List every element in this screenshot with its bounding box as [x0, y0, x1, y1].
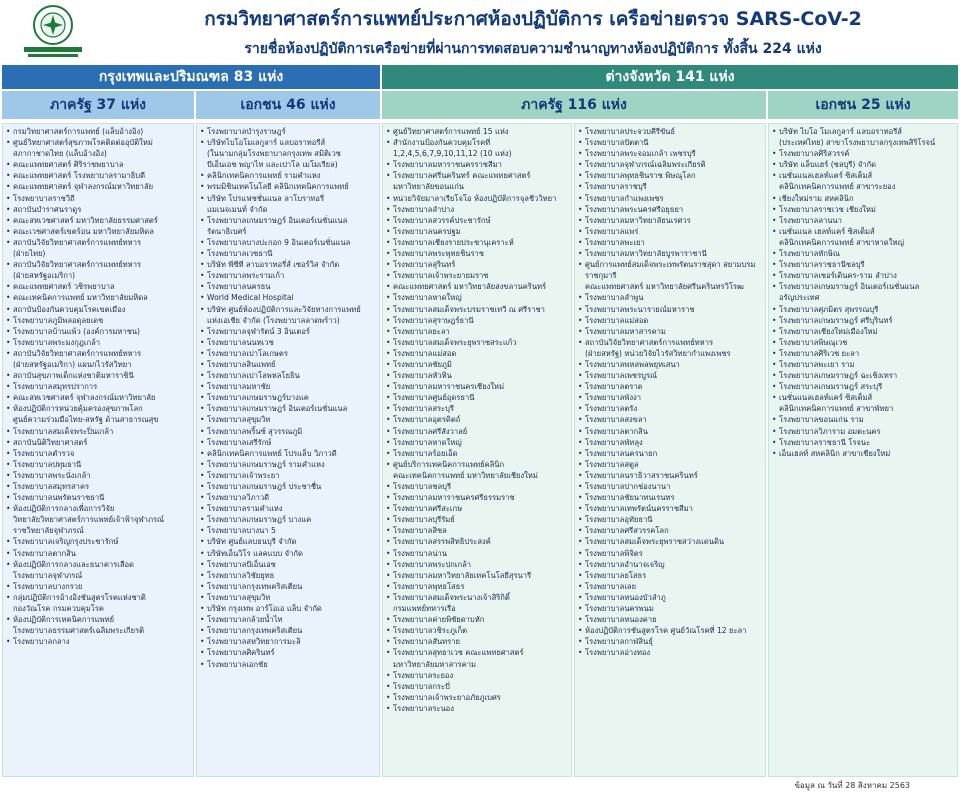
lab-list-item: • โรงพยาบาลพะเยา ราม — [772, 359, 954, 370]
sector-header-private-provinces: เอกชน 25 แห่ง — [768, 91, 958, 119]
lab-list-item: • คณะแพทยศาสตร์ วชิรพยาบาล — [6, 281, 190, 292]
lab-list-item: • โรงพยาบาลปทุมธานี — [6, 459, 190, 470]
lab-list-item: • โรงพยาบาลนครพนม — [578, 603, 762, 614]
lab-list-item: • โรงพยาบาลสมุทรปราการ — [6, 381, 190, 392]
lab-list-item: • กรมวิทยาศาสตร์การแพทย์ (แล็บอ้างอิง) — [6, 126, 190, 137]
lab-list-item: • โรงพยาบาลมหาวิทยาลัยเทคโนโลยีสุรนารี — [386, 570, 568, 581]
lab-list-item: • โรงพยาบาลสตูล — [578, 459, 762, 470]
lab-list-item: • โรงพยาบาลสันทราย — [386, 636, 568, 647]
lab-list-item: • โรงพยาบาลจุฬารัตน์ 3 อินเตอร์ — [200, 326, 376, 337]
lab-list-item: • คณะเทคนิคการแพทย์ มหาวิทยาลัยมหิดล — [6, 292, 190, 303]
lab-list-item: • สถาบันวิจัยวิทยาศาสตร์การแพทย์ทหาร (ฝ่ายไทย) — [6, 237, 190, 259]
sector-header-government-provinces: ภาครัฐ 116 แห่ง — [382, 91, 766, 119]
lab-list-item: • โรงพยาบาลเกษมราษฎร์ อินเตอร์เนชั่นแนล อรัญประเทศ — [772, 281, 954, 303]
lab-list-item: • คณะแพทยศาสตร์ ศิริราชพยาบาล — [6, 159, 190, 170]
lab-list-item: • โรงพยาบาลสหวิทยาการมะลิ — [200, 636, 376, 647]
lab-list-item: • โรงพยาบาลเจ้าพระยา — [200, 470, 376, 481]
lab-list-item: • คณะแพทยศาสตร์ มหาวิทยาลัยสงขลานครินทร์ — [386, 281, 568, 292]
lab-list-item: • โรงพยาบาลบางปะกอก 9 อินเตอร์เนชั่นแนล — [200, 237, 376, 248]
lab-list-item: • โรงพยาบาลพระจอมเกล้า เพชรบุรี — [578, 148, 762, 159]
region-header-provinces: ต่างจังหวัด 141 แห่ง — [382, 65, 958, 89]
lab-list-government-provinces-b — [574, 123, 766, 777]
lab-list-item: • โรงพยาบาลชัยภูมิ — [386, 359, 568, 370]
lab-list-item: • โรงพยาบาลเกษมราษฎร์ อินเตอร์เนชั่นแนล — [200, 403, 376, 414]
lab-list-item: • โรงพยาบาลชลบุรี — [386, 481, 568, 492]
lab-list-item: • โรงพยาบาลอ่างทอง — [578, 647, 762, 658]
lab-list-item: • โรงพยาบาลพิษณุเวช — [772, 337, 954, 348]
lab-list-item: • โรงพยาบาลสมเด็จพระบรมราชเทวี ณ ศรีราชา — [386, 304, 568, 315]
lab-list-item: • โรงพยาบาลตรัง — [578, 403, 762, 414]
lab-list-item: • โรงพยาบาลเจ้าพระยายมราช — [386, 270, 568, 281]
lab-list-item: • โรงพยาบาลบำรุงราษฎร์ — [200, 126, 376, 137]
lab-list-item: • โรงพยาบาลสิชล — [386, 525, 568, 536]
lab-list-item: • โรงพยาบาลสมุทรสาคร — [6, 481, 190, 492]
lab-list-item: • โรงพยาบาลนนทเวช — [200, 337, 376, 348]
lab-list-item: • โรงพยาบาลรามคำแหง — [200, 503, 376, 514]
lab-list-item: • โรงพยาบาลกระบี่ — [386, 681, 568, 692]
lab-list-item: • โรงพยาบาลศรีสะเกษ — [386, 503, 568, 514]
lab-list-item: • กลุ่มปฏิบัติการอ้างอิงชันสูตรโรคแห่งชาติ กองวัณโรค กรมควบคุมโรค — [6, 592, 190, 614]
lab-list-item: • โรงพยาบาลเจริญกรุงประชารักษ์ — [6, 536, 190, 547]
lab-list-item: • โรงพยาบาลเกษมราษฎร์ รามคำแหง — [200, 459, 376, 470]
lab-list-item: • ห้องปฏิบัติการเทคนิคการแพทย์ โรงพยาบาลธรรมศาสตร์เฉลิมพระเกียรติ — [6, 614, 190, 636]
lab-list-item: • คณะเวชศาสตร์เขตร้อน มหาวิทยาลัยมหิดล — [6, 226, 190, 237]
lab-list-item: • โรงพยาบาลกำแพงเพชร — [578, 193, 762, 204]
lab-list-item: • โรงพยาบาลเชียงรายประชานุเคราะห์ — [386, 237, 568, 248]
lab-list-item: • บริษัท พีซีที ลาบอราทอรี่ส์ เซอร์วิส จำกัด — [200, 259, 376, 270]
lab-list-item: • โรงพยาบาลบ้านแพ้ว (องค์การมหาชน) — [6, 326, 190, 337]
lab-list-item: • ศูนย์บริการเทคนิคการแพทย์คลินิก คณะเทคนิคการแพทย์ มหาวิทยาลัยเชียงใหม่ — [386, 459, 568, 481]
lab-list-item: • โรงพยาบาลพุทธชินราช พิษณุโลก — [578, 170, 762, 181]
lab-list-item: • โรงพยาบาลสุขุมวิท — [200, 414, 376, 425]
lab-list-item: • ห้องปฏิบัติการหน่วยคุ้มครองสุขภาพโลก ศูนย์ความร่วมมือไทย-สหรัฐ ด้านสาธารณสุข — [6, 403, 190, 425]
lab-list-item: • โรงพยาบาลเวชธานี — [200, 248, 376, 259]
lab-list-item: • โรงพยาบาลบุรีรัมย์ — [386, 514, 568, 525]
lab-list-item: • โรงพยาบาลเกษมราษฎร์ บางแค — [200, 514, 376, 525]
lab-list-item: • สถาบันวิจัยวิทยาศาสตร์การแพทย์ทหาร (ฝ่ายสหรัฐอเมริกา) แผนกไวรัสวิทยา — [6, 348, 190, 370]
lab-list-item: • คณะแพทยศาสตร์ โรงพยาบาลรามาธิบดี — [6, 170, 190, 181]
lab-list-item: • โรงพยาบาลยะลา — [386, 326, 568, 337]
lab-list-item: • โรงพยาบาลสมเด็จพระนางเจ้าสิริกิติ์ กรมแพทย์ทหารเรือ — [386, 592, 568, 614]
lab-list-item: • โรงพยาบาลน่าน — [386, 548, 568, 559]
lab-list-item: • สถาบันวิจัยวิทยาศาสตร์การแพทย์ทหาร (ฝ่ายสหรัฐอเมริกา) — [6, 259, 190, 281]
lab-list-item: • โรงพยาบาลมหาราชนครศรีธรรมราช — [386, 492, 568, 503]
lab-list-item: • โรงพยาบาลระนอง — [386, 703, 568, 714]
lab-list-item: • โรงพยาบาลตราด — [578, 381, 762, 392]
lab-list-item: • สถาบันสุขภาพเด็กแห่งชาติมหาราชินี — [6, 370, 190, 381]
lab-list-item: • โรงพยาบาลเปาโลพหลโยธิน — [200, 370, 376, 381]
lab-list-item: • เชียงใหม่ราม สหคลินิก — [772, 193, 954, 204]
lab-list-item: • หน่วยวิจัยมาลาเรียโจโอ ห้องปฏิบัติการจุลชีววิทยา — [386, 193, 568, 204]
lab-list-item: • ห้องปฏิบัติการกลางและธนาคารเลือด โรงพยาบาลจุฬาภรณ์ — [6, 559, 190, 581]
lab-list-item: • โรงพยาบาลราชบุรี — [578, 181, 762, 192]
lab-list-item: • ศูนย์การแพทย์สมเด็จพระเทพรัตนราชสุดา สยามบรมราชกุมารี คณะแพทยศาสตร์ มหาวิทยาลัยศรีนครินทรวิโรฒ — [578, 259, 762, 292]
lab-list-item: • โรงพยาบาลลำพูน — [578, 292, 762, 303]
lab-list-item: • โรงพยาบาลวชิระภูเก็ต — [386, 625, 568, 636]
sector-header-government-bangkok: ภาครัฐ 37 แห่ง — [2, 91, 194, 119]
lab-list-item: • บริษัท ไบโอ โมเลกูลาร์ แลบอราทอรีส์ (ประเทศไทย) สาขาโรงพยาบาลกรุงเทพสิริโรจน์ — [772, 126, 954, 148]
lab-list-item: • บริษัท โปรแฟชชั่นแนล ลาโบราทอรี่ แมเนจเมนท์ จำกัด — [200, 193, 376, 215]
lab-list-item: • โรงพยาบาลศรีสังวาลย์ — [386, 426, 568, 437]
lab-list-item: • โรงพยาบาลเสรีรักษ์ — [200, 437, 376, 448]
lab-list-item: • โรงพยาบาลสุทธาเวช คณะแพทยศาสตร์ มหาวิทยาลัยมหาสารคาม — [386, 647, 568, 669]
lab-list-item: • โรงพยาบาลภูมิพลอดุลยเดช — [6, 315, 190, 326]
lab-list-item: • โรงพยาบาลพระนารายณ์มหาราช — [578, 304, 762, 315]
header — [0, 0, 960, 64]
lab-list-item: • โรงพยาบาลบีเอ็นเอช — [200, 559, 376, 570]
lab-list-item: • โรงพยาบาลราชเวช เชียงใหม่ — [772, 204, 954, 215]
lab-list-item: • โรงพยาบาลพระนครศรีอยุธยา — [578, 204, 762, 215]
lab-list-item: • โรงพยาบาลราชธานีชลบุรี — [772, 259, 954, 270]
lab-list-item: • โรงพยาบาลเลย — [578, 581, 762, 592]
lab-list-item: • โรงพยาบาลพระมงกุฎเกล้า — [6, 337, 190, 348]
department-logo — [18, 3, 88, 61]
lab-list-item: • โรงพยาบาลสมเด็จพระปิ่นเกล้า — [6, 426, 190, 437]
lab-list-item: • โรงพยาบาลศรีสวรรคโลก — [578, 525, 762, 536]
lab-list-item: • โรงพยาบาลประจวบคีรีขันธ์ — [578, 126, 762, 137]
lab-list-item: • โรงพยาบาลพุทธโสธร — [386, 581, 568, 592]
lab-list-item: • โรงพยาบาลราชธานี โรจนะ — [772, 437, 954, 448]
lab-list-item: • เนชั่นแนลเฮลท์แคร์ ซิสเต็มส์ คลินิกเทคนิคการแพทย์ สาขาพัทยา — [772, 392, 954, 414]
sector-header-private-bangkok: เอกชน 46 แห่ง — [196, 91, 380, 119]
region-header-bangkok: กรุงเทพและปริมณฑล 83 แห่ง — [2, 65, 380, 89]
lab-list-item: • โรงพยาบาลสมเด็จพระยุพราชสว่างแดนดิน — [578, 536, 762, 547]
lab-list-item: • โรงพยาบาลบางกรวย — [6, 581, 190, 592]
lab-list-item: • โรงพยาบาลศุภมิตร สุพรรณบุรี — [772, 304, 954, 315]
lab-list-item: • สถาบันบำราศนราดูร — [6, 204, 190, 215]
lab-list-item: • ศูนย์วิทยาศาสตร์การแพทย์ 15 แห่ง — [386, 126, 568, 137]
lab-list-item: • โรงพยาบาลหาดใหญ่ — [386, 437, 568, 448]
lab-list-item: • เนชั่นแนล เฮลท์แคร์ ซิสเต็มส์ คลินิกเทคนิคการแพทย์ สาขาหาดใหญ่ — [772, 226, 954, 248]
lab-list-item: • ศูนย์วิทยาศาสตร์สุขภาพโรคติดต่ออุบัติใหม่ สภากาชาดไทย (แล็บอ้างอิง) — [6, 137, 190, 159]
lab-list-item: • โรงพยาบาลทักษิณ — [772, 248, 954, 259]
lab-list-item: • โรงพยาบาลนครธน — [200, 281, 376, 292]
lab-list-item: • โรงพยาบาลพิจิตร — [578, 548, 762, 559]
lab-list-item: • บริษัท กรุงเทพ อาร์โอเอ แล็บ จำกัด — [200, 603, 376, 614]
lab-list-item: • โรงพยาบาลพระปกเกล้า — [386, 559, 568, 570]
lab-list-item: • โรงพยาบาลพะเยา — [578, 237, 762, 248]
lab-list-item: • โรงพยาบาลตากสิน — [6, 548, 190, 559]
lab-list-item: • สำนักงานป้องกันควบคุมโรคที่ 1,2,4,5,6,7,9,10,11,12 (10 แห่ง) — [386, 137, 568, 159]
lab-list-item: • โรงพยาบาลศรีนครินทร์ คณะแพทยศาสตร์ มหาวิทยาลัยขอนแก่น — [386, 170, 568, 192]
lab-list-item: • โรงพยาบาลมหาสารคาม — [578, 326, 762, 337]
lab-list-item: • โรงพยาบาลศิริสวรรค์ — [772, 148, 954, 159]
lab-list-item: • โรงพยาบาลพัทลุง — [578, 437, 762, 448]
lab-list-item: • โรงพยาบาลมหาวิทยาลัยนเรศวร — [578, 215, 762, 226]
lab-list-item: • โรงพยาบาลเชียงใหม่เมืองใหม่ — [772, 326, 954, 337]
lab-list-item: • โรงพยาบาลลานนา — [772, 215, 954, 226]
lab-list-item: • โรงพยาบาลพังงา — [578, 392, 762, 403]
lab-list-item: • โรงพยาบาลหนองคาย — [578, 614, 762, 625]
lab-list-item: • โรงพยาบาลอำนาจเจริญ — [578, 559, 762, 570]
lab-list-item: • พรมมิชินเทคโนโลยี คลินิกเทคนิคการแพทย์ — [200, 181, 376, 192]
lab-list-item: • โรงพยาบาลพระพุทธชินราช — [386, 248, 568, 259]
lab-list-item: • โรงพยาบาลเกษมราษฎร์ สระบุรี — [772, 381, 954, 392]
lab-list-item: • สถาบันป้องกันควบคุมโรคเขตเมือง — [6, 304, 190, 315]
lab-list-item: • โรงพยาบาลศูนย์อุดรธานี — [386, 392, 568, 403]
lab-list-item: • โรงพยาบาลพระรามเก้า — [200, 270, 376, 281]
lab-list-item: • โรงพยาบาลสุราษฎร์ธานี — [386, 315, 568, 326]
lab-list-item: • คณะสหเวชศาสตร์ มหาวิทยาลัยธรรมศาสตร์ — [6, 215, 190, 226]
lab-list-item: • โรงพยาบาลราชวิถี — [6, 193, 190, 204]
lab-list-item: • โรงพยาบาลศิครินทร์ — [200, 647, 376, 658]
page-subtitle: รายชื่อห้องปฏิบัติการเครือข่ายที่ผ่านการทดสอบความชำนาญทางห้องปฏิบัติการ ทั้งสิ้น 224 แห่ง — [244, 41, 822, 57]
lab-list-item: • เอ็นเฮลท์ สหคลินิก สาขาเชียงใหม่ — [772, 448, 954, 459]
lab-list-item: • โรงพยาบาลนพรัตนราชธานี — [6, 492, 190, 503]
lab-list-item: • โรงพยาบาลกล้วยน้ำไท — [200, 614, 376, 625]
lab-list-item: • โรงพยาบาลจุฬาภรณ์เฉลิมพระเกียรติ — [578, 159, 762, 170]
lab-list-item: • บริษัท แล็บแฮร์ (ชลบุรี) จำกัด — [772, 159, 954, 170]
lab-list-item: • โรงพยาบาลสมเด็จพระยุพราชสระแก้ว — [386, 337, 568, 348]
lab-list-item: • คณะสหเวชศาสตร์ จุฬาลงกรณ์มหาวิทยาลัย — [6, 392, 190, 403]
lab-list-item: • โรงพยาบาลมหาราชนครเชียงใหม่ — [386, 381, 568, 392]
lab-list-government-provinces-a — [382, 123, 572, 777]
lab-list-item: • โรงพยาบาลนครปฐม — [386, 226, 568, 237]
lab-list-item: • โรงพยาบาลวิชัยยุทธ — [200, 570, 376, 581]
lab-list-item: • โรงพยาบาลตากสิน — [578, 426, 762, 437]
lab-list-item: • โรงพยาบาลเทพรัตน์นครราชสีมา — [578, 503, 762, 514]
lab-list-item: • โรงพยาบาลพหลพลพยุหเสนา — [578, 359, 762, 370]
lab-list-item: • โรงพยาบาลสระบุรี — [386, 403, 568, 414]
lab-list-item: • โรงพยาบาลนราธิวาสราชนครินทร์ — [578, 470, 762, 481]
lab-list-item: • โรงพยาบาลหาดใหญ่ — [386, 292, 568, 303]
lab-list-item: • โรงพยาบาลเกษมราษฎร์ ประชาชื่น — [200, 481, 376, 492]
lab-list-item: • โรงพยาบาลกรุงเทพคริสเตียน — [200, 581, 376, 592]
lab-list-item: • โรงพยาบาลอุทัยธานี — [578, 514, 762, 525]
lab-list-private-bangkok — [196, 123, 380, 777]
lab-list-item: • โรงพยาบาลมหาวิทยาลัยบูรพาราชานี — [578, 248, 762, 259]
lab-list-item: • โรงพยาบาลมหาชัย — [200, 381, 376, 392]
lab-list-item: • โรงพยาบาลสวรรค์ประชารักษ์ — [386, 215, 568, 226]
lab-list-government-bangkok — [2, 123, 194, 777]
lab-list-item: • โรงพยาบาลสงขลา — [578, 414, 762, 425]
lab-list-item: • โรงพยาบาลมหาราชนครราชสีมา — [386, 159, 568, 170]
lab-list-item: • โรงพยาบาลปากช่องนานา — [578, 481, 762, 492]
lab-list-item: • ห้องปฏิบัติการกลางเพื่อการวิจัย วิทยาลัยวิทยาศาสตร์การแพทย์เจ้าฟ้าจุฬาภรณ์ ราชวิทยาลัยจุฬาภรณ์ — [6, 503, 190, 536]
lab-list-item: • โรงพยาบาลศิริเวช ยะลา — [772, 348, 954, 359]
lab-list-item: • โรงพยาบาลขอนแก่น ราม — [772, 414, 954, 425]
lab-list-item: • โรงพยาบาลสุขุมวิท — [200, 592, 376, 603]
lab-list-item: • โรงพยาบาลแม่สอด — [386, 348, 568, 359]
lab-list-private-provinces — [768, 123, 958, 777]
lab-list-item: • โรงพยาบาลนครนายก — [578, 448, 762, 459]
lab-list-item: • โรงพยาบาลเจ้าพระยาอภัยภูเบศร — [386, 692, 568, 703]
lab-list-item: • ห้องปฏิบัติการชันสูตรโรค ศูนย์วัณโรคที่ 12 ยะลา — [578, 625, 762, 636]
lab-list-item: • โรงพยาบาลกลาง — [6, 636, 190, 647]
lab-list-item: • โรงพยาบาลสรรพสิทธิประสงค์ — [386, 536, 568, 547]
lab-list-item: • โรงพยาบาลเซอร์เดินคร-ราม ลำปาง — [772, 270, 954, 281]
lab-list-item: • โรงพยาบาลยโสธร — [578, 570, 762, 581]
lab-list-item: • โรงพยาบาลเพชรบูรณ์ — [578, 370, 762, 381]
data-date-note: ข้อมูล ณ วันที่ 28 สิงหาคม 2563 — [794, 781, 910, 790]
lab-list-item: • โรงพยาบาลวิภาราม อมตะนคร — [772, 426, 954, 437]
lab-list-item: • คณะแพทยศาสตร์ จุฬาลงกรณ์มหาวิทยาลัย — [6, 181, 190, 192]
lab-list-item: • คลินิกเทคนิคการแพทย์ โปรแล็บ วิภาวดี — [200, 448, 376, 459]
lab-list-item: • โรงพยาบาลตำรวจ — [6, 448, 190, 459]
lab-list-item: • โรงพยาบาลแม่สอด — [578, 315, 762, 326]
lab-list-item: • โรงพยาบาลกรุงเทพคริสเตียน — [200, 625, 376, 636]
lab-list-item: • บริษัทเอ็นวิโร แลคแบบ จำกัด — [200, 548, 376, 559]
lab-list-item: • โรงพยาบาลวิภาวดี — [200, 492, 376, 503]
lab-list-item: • โรงพยาบาลแพร่ — [578, 226, 762, 237]
lab-list-item: • โรงพยาบาลอุตรดิตถ์ — [386, 414, 568, 425]
lab-list-item: • บริษัท ศูนย์ห้องปฏิบัติการและวิจัยทางการแพทย์ แห่งเอเชีย จำกัด (โรงพยาบาลลาดพร้าว) — [200, 304, 376, 326]
lab-list-item: • โรงพยาบาลค่ายพิชัยดาบหัก — [386, 614, 568, 625]
lab-list-item: • โรงพยาบาลปัตตานี — [578, 137, 762, 148]
lab-list-item: • โรงพยาบาลหัวหิน — [386, 370, 568, 381]
lab-list-item: • สถาบันนิติวิทยาศาสตร์ — [6, 437, 190, 448]
lab-list-item: • โรงพยาบาลพริ้นซ์ สุวรรณภูมิ — [200, 426, 376, 437]
lab-list-item: • บริษัทไบโอโมเลกูลาร์ แลบอราทอรีส์ (ในนามกลุ่มโรงพยาบาลกรุงเทพ สมิติเวช บีเอ็นเอช พญาไท และเปาโล เมโมเรียล) — [200, 137, 376, 170]
lab-list-item: • โรงพยาบาลเกษมราษฎร์ อินเตอร์เนชั่นแนล รัตนาธิเบศร์ — [200, 215, 376, 237]
lab-list-item: • World Medical Hospital — [200, 292, 376, 303]
lab-list-item: • บริษัท ศูนย์แลบธนบุรี จำกัด — [200, 536, 376, 547]
lab-list-item: • โรงพยาบาลสุรินทร์ — [386, 259, 568, 270]
lab-list-item: • โรงพยาบาลหนองบัวลำภู — [578, 592, 762, 603]
lab-list-item: • โรงพยาบาลบางนา 5 — [200, 525, 376, 536]
lab-list-item: • โรงพยาบาลลำปาง — [386, 204, 568, 215]
lab-list-item: • โรงพยาบาลกาฬสินธุ์ — [578, 636, 762, 647]
lab-list-item: • คลินิกเทคนิคการแพทย์ รามคำแหง — [200, 170, 376, 181]
lab-list-item: • โรงพยาบาลเอกชัย — [200, 659, 376, 670]
lab-list-item: • โรงพยาบาลระยอง — [386, 670, 568, 681]
page-title: กรมวิทยาศาสตร์การแพทย์ประกาศห้องปฏิบัติการ เครือข่ายตรวจ SARS-CoV-2 — [204, 8, 862, 30]
lab-list-item: • โรงพยาบาลเกษมราษฎร์ ฉะเชิงเทรา — [772, 370, 954, 381]
lab-list-item: • โรงพยาบาลร้อยเอ็ด — [386, 448, 568, 459]
lab-list-item: • โรงพยาบาลชัยนาทนเรนทร — [578, 492, 762, 503]
lab-list-item: • โรงพยาบาลพระนั่งเกล้า — [6, 470, 190, 481]
lab-list-item: • สถาบันวิจัยวิทยาศาสตร์การแพทย์ทหาร (ฝ่ายสหรัฐ) หน่วยวิจัยไวรัสวิทยากำแพงเพชร — [578, 337, 762, 359]
lab-list-item: • โรงพยาบาลเกษมราษฎร์บางแค — [200, 392, 376, 403]
lab-list-item: • โรงพยาบาลสินแพทย์ — [200, 359, 376, 370]
lab-list-item: • โรงพยาบาลเกษมราษฎร์ ศรีบุรินทร์ — [772, 315, 954, 326]
lab-list-item: • เนชั่นแนลเฮลท์แคร์ ซิสเต็มส์ คลินิกเทคนิคการแพทย์ สาขาระยอง — [772, 170, 954, 192]
lab-list-item: • โรงพยาบาลเปาโลเกษตร — [200, 348, 376, 359]
